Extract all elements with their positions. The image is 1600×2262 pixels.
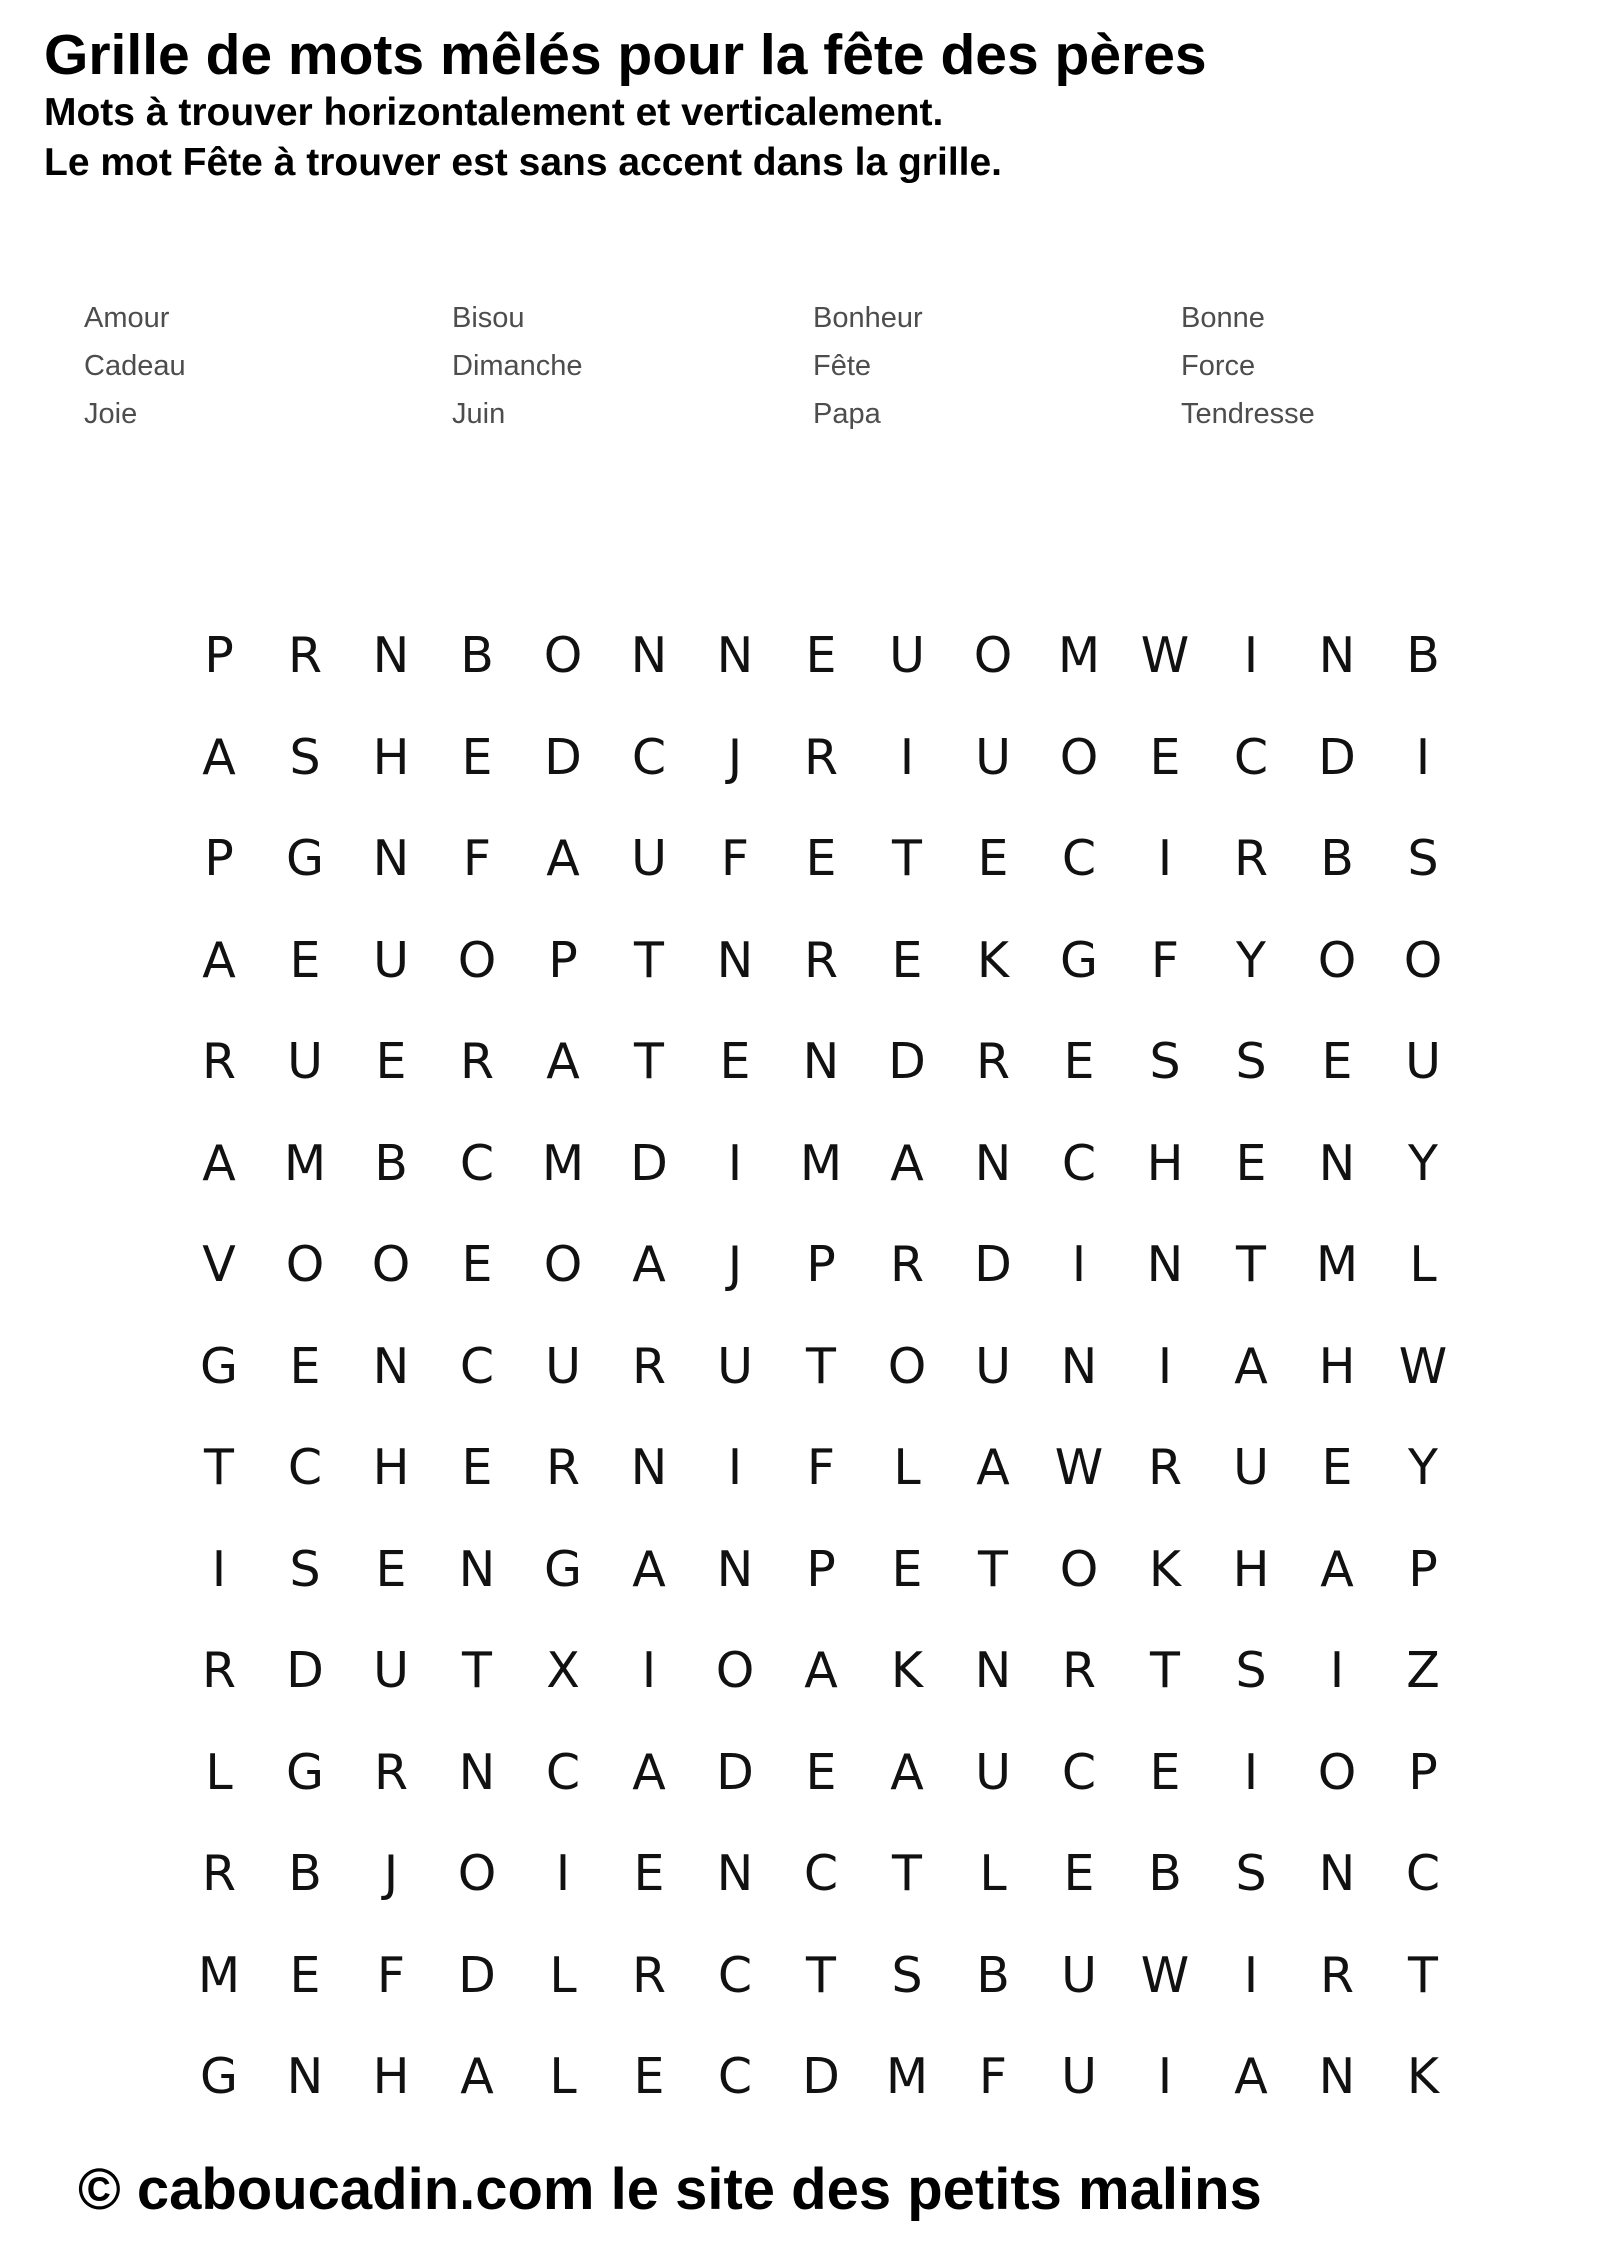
grid-cell[interactable]: C: [287, 1439, 323, 1497]
grid-cell[interactable]: D: [974, 1236, 1012, 1294]
grid-cell[interactable]: I: [727, 1134, 743, 1192]
grid-cell[interactable]: C: [631, 728, 667, 786]
grid-cell[interactable]: P: [204, 627, 234, 685]
grid-cell[interactable]: N: [802, 1033, 840, 1091]
grid-cell[interactable]: E: [375, 1033, 407, 1091]
grid-cell[interactable]: O: [973, 627, 1013, 685]
grid-cell[interactable]: N: [630, 627, 668, 685]
grid-cell[interactable]: W: [1398, 1337, 1448, 1395]
word-list-item: Cadeau: [84, 350, 186, 382]
grid-cell[interactable]: P: [548, 931, 578, 989]
grid-cell[interactable]: H: [1318, 1337, 1356, 1395]
grid-cell[interactable]: S: [289, 1540, 321, 1598]
word-list-item: Tendresse: [1181, 398, 1315, 430]
word-list-item: Bisou: [452, 302, 525, 334]
grid-cell[interactable]: U: [975, 728, 1011, 786]
grid-cell[interactable]: E: [1063, 1033, 1095, 1091]
grid-cell[interactable]: A: [890, 1743, 924, 1801]
grid-cell[interactable]: G: [286, 1743, 324, 1801]
grid-cell[interactable]: X: [546, 1642, 580, 1700]
grid-cell[interactable]: D: [630, 1134, 668, 1192]
grid-cell[interactable]: N: [1318, 1134, 1356, 1192]
grid-cell[interactable]: A: [202, 931, 236, 989]
grid-cell[interactable]: P: [204, 830, 234, 888]
grid-cell[interactable]: I: [1243, 1946, 1259, 2004]
grid-cell[interactable]: R: [1319, 1946, 1355, 2004]
grid-cell[interactable]: I: [1157, 2048, 1173, 2106]
grid-cell[interactable]: C: [459, 1337, 495, 1395]
grid-cell[interactable]: N: [1318, 2048, 1356, 2106]
grid-cell[interactable]: N: [974, 1642, 1012, 1700]
grid-cell[interactable]: O: [457, 1845, 497, 1903]
grid-cell[interactable]: A: [546, 830, 580, 888]
grid-cell[interactable]: U: [1405, 1033, 1441, 1091]
grid-cell[interactable]: S: [1235, 1033, 1267, 1091]
grid-cell[interactable]: B: [1320, 830, 1354, 888]
grid-cell[interactable]: H: [1146, 1134, 1184, 1192]
grid-cell[interactable]: A: [460, 2048, 494, 2106]
grid-cell[interactable]: P: [806, 1540, 836, 1598]
grid-cell[interactable]: U: [373, 1642, 409, 1700]
grid-cell[interactable]: I: [1071, 1236, 1087, 1294]
grid-cell[interactable]: N: [372, 1337, 410, 1395]
word-list-item: Dimanche: [452, 350, 583, 382]
grid-cell[interactable]: K: [1148, 1540, 1182, 1598]
grid-cell[interactable]: J: [383, 1845, 399, 1903]
word-list-item: Amour: [84, 302, 170, 334]
grid-cell[interactable]: L: [549, 2048, 577, 2106]
grid-cell[interactable]: D: [458, 1946, 496, 2004]
grid-cell[interactable]: Y: [1408, 1439, 1438, 1497]
grid-cell[interactable]: T: [978, 1540, 1008, 1598]
grid-cell[interactable]: C: [1405, 1845, 1441, 1903]
grid-cell[interactable]: I: [727, 1439, 743, 1497]
grid-cell[interactable]: I: [555, 1845, 571, 1903]
grid-cell[interactable]: O: [1403, 931, 1443, 989]
grid-cell[interactable]: R: [1233, 830, 1269, 888]
grid-cell[interactable]: L: [205, 1743, 233, 1801]
grid-cell[interactable]: O: [1317, 931, 1357, 989]
footer-credit: © caboucadin.com le site des petits malins: [78, 2157, 1262, 2222]
word-list-item: Force: [1181, 350, 1256, 382]
grid-cell[interactable]: D: [888, 1033, 926, 1091]
grid-cell[interactable]: A: [632, 1236, 666, 1294]
grid-cell[interactable]: S: [1407, 830, 1439, 888]
word-list-item: Joie: [84, 398, 138, 430]
grid-cell[interactable]: R: [889, 1236, 925, 1294]
grid-cell[interactable]: N: [1318, 1845, 1356, 1903]
grid-cell[interactable]: K: [890, 1642, 924, 1700]
grid-cell[interactable]: D: [716, 1743, 754, 1801]
grid-cell[interactable]: P: [806, 1236, 836, 1294]
grid-cell[interactable]: I: [211, 1540, 227, 1598]
grid-cell[interactable]: S: [1235, 1845, 1267, 1903]
grid-cell[interactable]: R: [1061, 1642, 1097, 1700]
grid-cell[interactable]: B: [976, 1946, 1010, 2004]
word-list-item: Fête: [813, 350, 872, 382]
grid-cell[interactable]: J: [727, 728, 743, 786]
grid-cell[interactable]: E: [461, 728, 493, 786]
grid-cell[interactable]: U: [717, 1337, 753, 1395]
grid-cell[interactable]: I: [1415, 728, 1431, 786]
grid-cell[interactable]: F: [806, 1439, 836, 1497]
grid-cell[interactable]: I: [1157, 1337, 1173, 1395]
grid-cell[interactable]: E: [891, 931, 923, 989]
grid-cell[interactable]: E: [633, 2048, 665, 2106]
grid-cell[interactable]: U: [631, 830, 667, 888]
grid-cell[interactable]: U: [975, 1337, 1011, 1395]
grid-cell[interactable]: I: [1243, 1743, 1259, 1801]
grid-cell[interactable]: N: [630, 1439, 668, 1497]
grid-cell[interactable]: E: [1235, 1134, 1267, 1192]
grid-cell[interactable]: T: [204, 1439, 234, 1497]
grid-cell[interactable]: E: [289, 1946, 321, 2004]
grid-cell[interactable]: N: [458, 1540, 496, 1598]
grid-cell[interactable]: J: [727, 1236, 743, 1294]
grid-cell[interactable]: T: [806, 1946, 836, 2004]
grid-cell[interactable]: R: [803, 931, 839, 989]
grid-cell[interactable]: Z: [1406, 1642, 1440, 1700]
grid-cell[interactable]: S: [289, 728, 321, 786]
grid-cell[interactable]: R: [201, 1033, 237, 1091]
grid-cell[interactable]: I: [1329, 1642, 1345, 1700]
grid-cell[interactable]: R: [1147, 1439, 1183, 1497]
grid-cell[interactable]: B: [374, 1134, 408, 1192]
grid-cell[interactable]: O: [371, 1236, 411, 1294]
grid-cell[interactable]: C: [717, 1946, 753, 2004]
grid-cell[interactable]: Y: [1236, 931, 1266, 989]
grid-cell[interactable]: C: [1061, 1743, 1097, 1801]
grid-cell[interactable]: R: [803, 728, 839, 786]
grid-cell[interactable]: B: [288, 1845, 322, 1903]
grid-cell[interactable]: Y: [1408, 1134, 1438, 1192]
grid-cell[interactable]: D: [286, 1642, 324, 1700]
grid-cell[interactable]: E: [805, 627, 837, 685]
grid-cell[interactable]: B: [460, 627, 494, 685]
grid-cell[interactable]: T: [1150, 1642, 1180, 1700]
grid-cell[interactable]: U: [1061, 1946, 1097, 2004]
grid-cell[interactable]: E: [1149, 728, 1181, 786]
grid-cell[interactable]: N: [716, 627, 754, 685]
grid-cell[interactable]: V: [202, 1236, 236, 1294]
grid-cell[interactable]: T: [462, 1642, 492, 1700]
grid-cell[interactable]: A: [632, 1540, 666, 1598]
grid-cell[interactable]: M: [1315, 1236, 1359, 1294]
grid-cell[interactable]: R: [975, 1033, 1011, 1091]
grid-cell[interactable]: A: [976, 1439, 1010, 1497]
grid-cell[interactable]: E: [1063, 1845, 1095, 1903]
grid-cell[interactable]: C: [717, 2048, 753, 2106]
grid-cell[interactable]: E: [289, 1337, 321, 1395]
grid-cell[interactable]: O: [457, 931, 497, 989]
grid-cell[interactable]: K: [976, 931, 1010, 989]
grid-cell[interactable]: C: [803, 1845, 839, 1903]
grid-cell[interactable]: A: [1234, 1337, 1268, 1395]
grid-cell[interactable]: U: [1061, 2048, 1097, 2106]
grid-cell[interactable]: R: [631, 1946, 667, 2004]
grid-cell[interactable]: L: [979, 1845, 1007, 1903]
grid-cell[interactable]: O: [1059, 728, 1099, 786]
grid-cell[interactable]: U: [373, 931, 409, 989]
grid-cell[interactable]: A: [804, 1642, 838, 1700]
grid-cell[interactable]: U: [287, 1033, 323, 1091]
grid-cell[interactable]: G: [544, 1540, 582, 1598]
grid-cell[interactable]: N: [372, 830, 410, 888]
grid-cell[interactable]: G: [286, 830, 324, 888]
word-list-item: Bonheur: [813, 302, 923, 334]
grid-cell[interactable]: U: [889, 627, 925, 685]
grid-cell[interactable]: F: [1150, 931, 1180, 989]
grid-cell[interactable]: O: [1059, 1540, 1099, 1598]
grid-cell[interactable]: A: [632, 1743, 666, 1801]
grid-cell[interactable]: M: [885, 2048, 929, 2106]
grid-cell[interactable]: N: [458, 1743, 496, 1801]
page-title: Grille de mots mêlés pour la fête des pères: [44, 23, 1207, 87]
grid-cell[interactable]: K: [1406, 2048, 1440, 2106]
grid-cell[interactable]: E: [289, 931, 321, 989]
grid-cell[interactable]: U: [975, 1743, 1011, 1801]
grid-cell[interactable]: E: [461, 1236, 493, 1294]
grid-cell[interactable]: E: [719, 1033, 751, 1091]
grid-cell[interactable]: I: [641, 1642, 657, 1700]
word-list-item: Juin: [452, 398, 506, 430]
grid-cell[interactable]: N: [286, 2048, 324, 2106]
grid-cell[interactable]: E: [805, 1743, 837, 1801]
instruction-line: Mots à trouver horizontalement et verticalement.: [44, 91, 944, 134]
grid-cell[interactable]: E: [1321, 1033, 1353, 1091]
grid-cell[interactable]: A: [1320, 1540, 1354, 1598]
grid-cell[interactable]: O: [543, 627, 583, 685]
grid-cell[interactable]: E: [1149, 1743, 1181, 1801]
grid-cell[interactable]: C: [1061, 830, 1097, 888]
grid-cell[interactable]: W: [1140, 1946, 1190, 2004]
grid-cell[interactable]: U: [545, 1337, 581, 1395]
grid-cell[interactable]: O: [543, 1236, 583, 1294]
grid-cell[interactable]: E: [375, 1540, 407, 1598]
grid-cell[interactable]: I: [899, 728, 915, 786]
grid-cell[interactable]: W: [1054, 1439, 1104, 1497]
word-list: [84, 294, 1384, 438]
grid-cell[interactable]: N: [716, 1540, 754, 1598]
grid-cell[interactable]: T: [634, 931, 664, 989]
grid-cell[interactable]: R: [201, 1845, 237, 1903]
grid-cell[interactable]: H: [372, 728, 410, 786]
grid-cell[interactable]: E: [805, 830, 837, 888]
grid-cell[interactable]: P: [1408, 1743, 1438, 1801]
grid-cell[interactable]: M: [1057, 627, 1101, 685]
grid-cell[interactable]: I: [1243, 627, 1259, 685]
grid-cell[interactable]: C: [1061, 1134, 1097, 1192]
grid-cell[interactable]: C: [545, 1743, 581, 1801]
grid-cell[interactable]: O: [887, 1337, 927, 1395]
grid-cell[interactable]: G: [200, 2048, 238, 2106]
grid-cell[interactable]: F: [720, 830, 750, 888]
grid-cell[interactable]: M: [197, 1946, 241, 2004]
grid-cell[interactable]: M: [283, 1134, 327, 1192]
grid-cell[interactable]: W: [1140, 627, 1190, 685]
grid-cell[interactable]: R: [545, 1439, 581, 1497]
grid-cell[interactable]: C: [459, 1134, 495, 1192]
grid-cell[interactable]: D: [802, 2048, 840, 2106]
grid-cell[interactable]: F: [376, 1946, 406, 2004]
grid-cell[interactable]: M: [541, 1134, 585, 1192]
grid-cell[interactable]: N: [1318, 627, 1356, 685]
grid-cell[interactable]: O: [715, 1642, 755, 1700]
grid-cell[interactable]: O: [1317, 1743, 1357, 1801]
instruction-line: Le mot Fête à trouver est sans accent dans la grille.: [44, 141, 1003, 184]
grid-cell[interactable]: A: [202, 728, 236, 786]
grid-cell[interactable]: A: [202, 1134, 236, 1192]
grid-cell[interactable]: N: [716, 931, 754, 989]
grid-cell[interactable]: P: [1408, 1540, 1438, 1598]
grid-cell[interactable]: T: [1236, 1236, 1266, 1294]
grid-cell[interactable]: A: [1234, 2048, 1268, 2106]
grid-cell[interactable]: T: [892, 1845, 922, 1903]
grid-cell[interactable]: R: [201, 1642, 237, 1700]
grid-cell[interactable]: R: [631, 1337, 667, 1395]
grid-cell[interactable]: A: [890, 1134, 924, 1192]
letter-grid: [176, 605, 1466, 2128]
grid-cell[interactable]: E: [977, 830, 1009, 888]
grid-cell[interactable]: L: [1409, 1236, 1437, 1294]
word-list-item: Papa: [813, 398, 881, 430]
grid-cell[interactable]: N: [1146, 1236, 1184, 1294]
grid-cell[interactable]: E: [891, 1540, 923, 1598]
grid-cell[interactable]: H: [372, 2048, 410, 2106]
grid-cell[interactable]: L: [549, 1946, 577, 2004]
grid-cell[interactable]: E: [1321, 1439, 1353, 1497]
grid-cell[interactable]: C: [1233, 728, 1269, 786]
grid-cell[interactable]: F: [462, 830, 492, 888]
grid-cell[interactable]: O: [285, 1236, 325, 1294]
grid-cell[interactable]: E: [633, 1845, 665, 1903]
grid-cell[interactable]: F: [978, 2048, 1008, 2106]
grid-cell[interactable]: S: [1149, 1033, 1181, 1091]
grid-cell[interactable]: N: [1060, 1337, 1098, 1395]
grid-cell[interactable]: T: [634, 1033, 664, 1091]
grid-cell[interactable]: D: [544, 728, 582, 786]
grid-cell[interactable]: G: [1060, 931, 1098, 989]
grid-cell[interactable]: T: [806, 1337, 836, 1395]
grid-cell[interactable]: A: [546, 1033, 580, 1091]
grid-cell[interactable]: B: [1406, 627, 1440, 685]
grid-cell[interactable]: D: [1318, 728, 1356, 786]
header: [44, 22, 1207, 188]
grid-cell[interactable]: G: [200, 1337, 238, 1395]
grid-cell[interactable]: N: [372, 627, 410, 685]
grid-cell[interactable]: H: [1232, 1540, 1270, 1598]
grid-cell[interactable]: S: [891, 1946, 923, 2004]
grid-cell[interactable]: B: [1148, 1845, 1182, 1903]
grid-cell[interactable]: R: [459, 1033, 495, 1091]
grid-cell[interactable]: E: [461, 1439, 493, 1497]
grid-cell[interactable]: T: [892, 830, 922, 888]
grid-cell[interactable]: S: [1235, 1642, 1267, 1700]
word-list-item: Bonne: [1181, 302, 1265, 334]
grid-cell[interactable]: H: [372, 1439, 410, 1497]
grid-cell[interactable]: R: [287, 627, 323, 685]
grid-cell[interactable]: N: [974, 1134, 1012, 1192]
grid-cell[interactable]: L: [893, 1439, 921, 1497]
grid-cell[interactable]: N: [716, 1845, 754, 1903]
grid-cell[interactable]: U: [1233, 1439, 1269, 1497]
grid-cell[interactable]: T: [1408, 1946, 1438, 2004]
grid-cell[interactable]: M: [799, 1134, 843, 1192]
grid-cell[interactable]: R: [373, 1743, 409, 1801]
grid-cell[interactable]: I: [1157, 830, 1173, 888]
